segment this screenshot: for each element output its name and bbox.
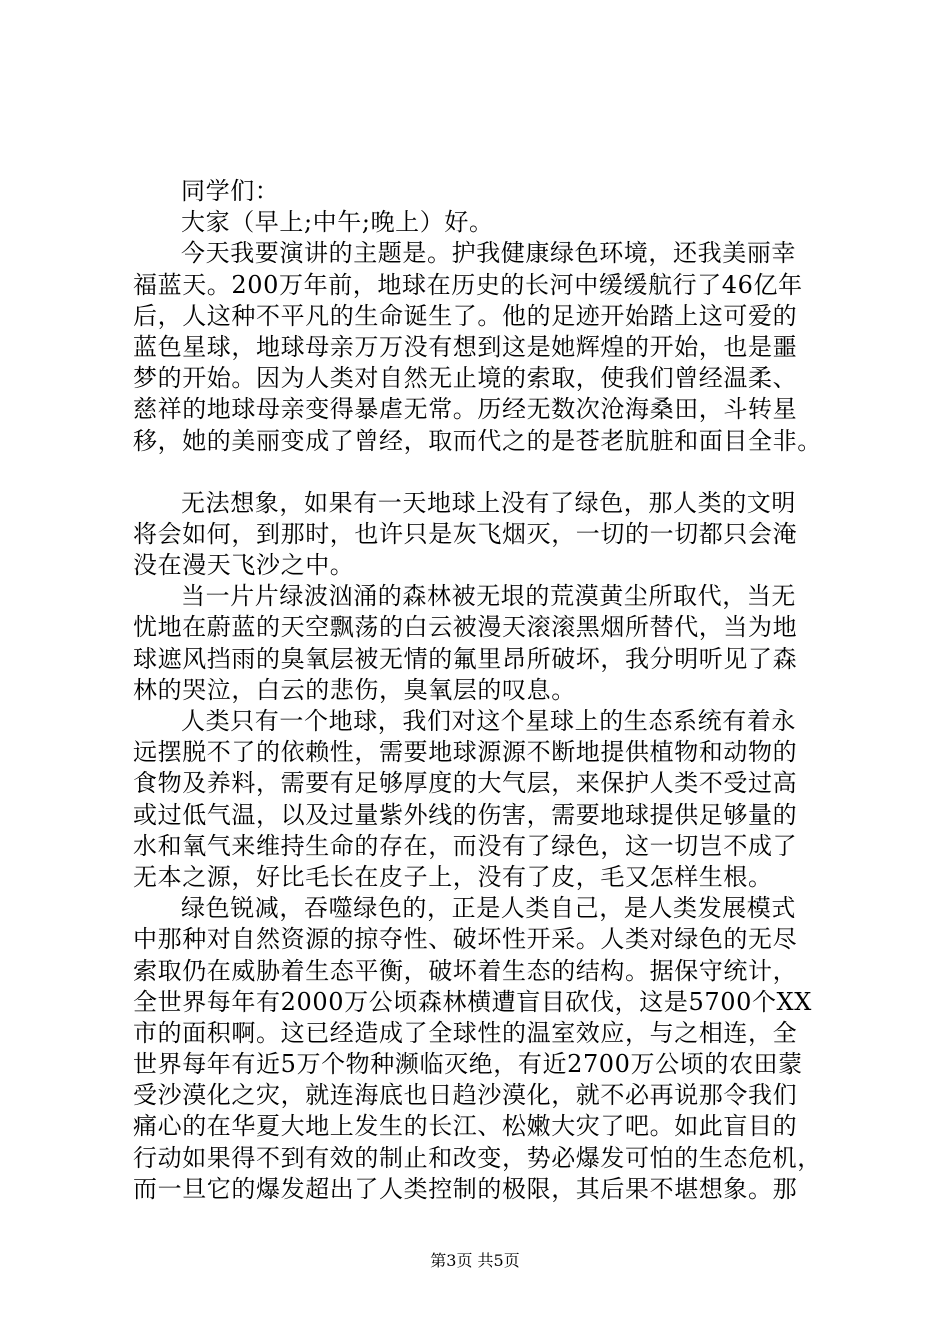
paragraph-line: 远摆脱不了的依赖性，需要地球源源不断地提供植物和动物的	[133, 738, 798, 767]
paragraph-line: 食物及养料，需要有足够厚度的大气层，来保护人类不受过高	[133, 769, 798, 798]
paragraph-line: 后，人这种不平凡的生命诞生了。他的足迹开始踏上这可爱的	[133, 301, 798, 330]
paragraph-line: 没在漫天飞沙之中。	[133, 551, 355, 580]
paragraph-line: 无法想象，如果有一天地球上没有了绿色，那人类的文明	[181, 488, 796, 517]
paragraph-line: 忧地在蔚蓝的天空飘荡的白云被漫天滚滚黑烟所替代，当为地	[133, 613, 798, 642]
greeting-line: 同学们：	[181, 177, 280, 205]
paragraph-line: 当一片片绿波汹涌的森林被无垠的荒漠黄尘所取代，当无	[181, 582, 796, 611]
paragraph-line: 林的哭泣，白云的悲伤，臭氧层的叹息。	[133, 675, 576, 704]
paragraph-forest	[133, 581, 853, 706]
paragraph-imagine	[133, 488, 853, 582]
paragraph-line: 梦的开始。因为人类对自然无止境的索取，使我们曾经温柔、	[133, 364, 798, 393]
paragraph-line: 今天我要演讲的主题是。护我健康绿色环境，还我美丽幸	[181, 239, 796, 268]
paragraph-line: 移，她的美丽变成了曾经，取而代之的是苍老肮脏和面目全非。	[133, 426, 822, 455]
paragraph-line: 慈祥的地球母亲变得暴虐无常。历经无数次沧海桑田，斗转星	[133, 395, 798, 424]
paragraph-line: 索取仍在威胁着生态平衡，破坏着生态的结构。据保守统计，	[133, 956, 798, 985]
paragraph-green-decline	[133, 893, 853, 1205]
paragraph-line: 或过低气温，以及过量紫外线的伤害，需要地球提供足够量的	[133, 800, 798, 829]
paragraph-line: 行动如果得不到有效的制止和改变，势必爆发可怕的生态危机，	[133, 1143, 822, 1172]
document-body	[133, 176, 853, 1205]
paragraph-line: 而一旦它的爆发超出了人类控制的极限，其后果不堪想象。那	[133, 1174, 798, 1203]
paragraph-line: 痛心的在华夏大地上发生的长江、松嫩大灾了吧。如此盲目的	[133, 1112, 798, 1141]
paragraph-line: 世界每年有近5万个物种濒临灭绝，有近2700万公顷的农田蒙	[133, 1050, 803, 1079]
paragraph-line: 将会如何，到那时，也许只是灰飞烟灭，一切的一切都只会淹	[133, 519, 798, 548]
paragraph-line: 全世界每年有2000万公顷森林横遭盲目砍伐，这是5700个XX	[133, 987, 812, 1016]
paragraph-line: 福蓝天。200万年前，地球在历史的长河中缓缓航行了46亿年	[133, 270, 803, 299]
paragraph-line: 中那种对自然资源的掠夺性、破坏性开采。人类对绿色的无尽	[133, 925, 798, 954]
paragraph-line: 绿色锐减，吞噬绿色的，正是人类自己，是人类发展模式	[181, 894, 796, 923]
paragraph-line: 市的面积啊。这已经造成了全球性的温室效应，与之相连，全	[133, 1018, 798, 1047]
paragraph-line: 无本之源，好比毛长在皮子上，没有了皮，毛又怎样生根。	[133, 862, 773, 891]
page-number-footer: 第3页 共5页	[430, 1251, 520, 1270]
paragraph-theme	[133, 238, 853, 456]
paragraph-line: 人类只有一个地球，我们对这个星球上的生态系统有着永	[181, 707, 796, 735]
paragraph-line: 受沙漠化之灾，就连海底也日趋沙漠化，就不必再说那令我们	[133, 1081, 798, 1110]
paragraph-one-earth	[133, 706, 853, 893]
paragraph-line: 水和氧气来维持生命的存在，而没有了绿色，这一切岂不成了	[133, 831, 798, 860]
paragraph-line: 球遮风挡雨的臭氧层被无情的氟里昂所破坏，我分明听见了森	[133, 644, 798, 673]
salutation-line: 大家（早上;中午;晚上）好。	[181, 208, 494, 237]
paragraph-line: 蓝色星球，地球母亲万万没有想到这是她辉煌的开始，也是噩	[133, 332, 798, 361]
paragraph-spacer	[133, 457, 853, 488]
